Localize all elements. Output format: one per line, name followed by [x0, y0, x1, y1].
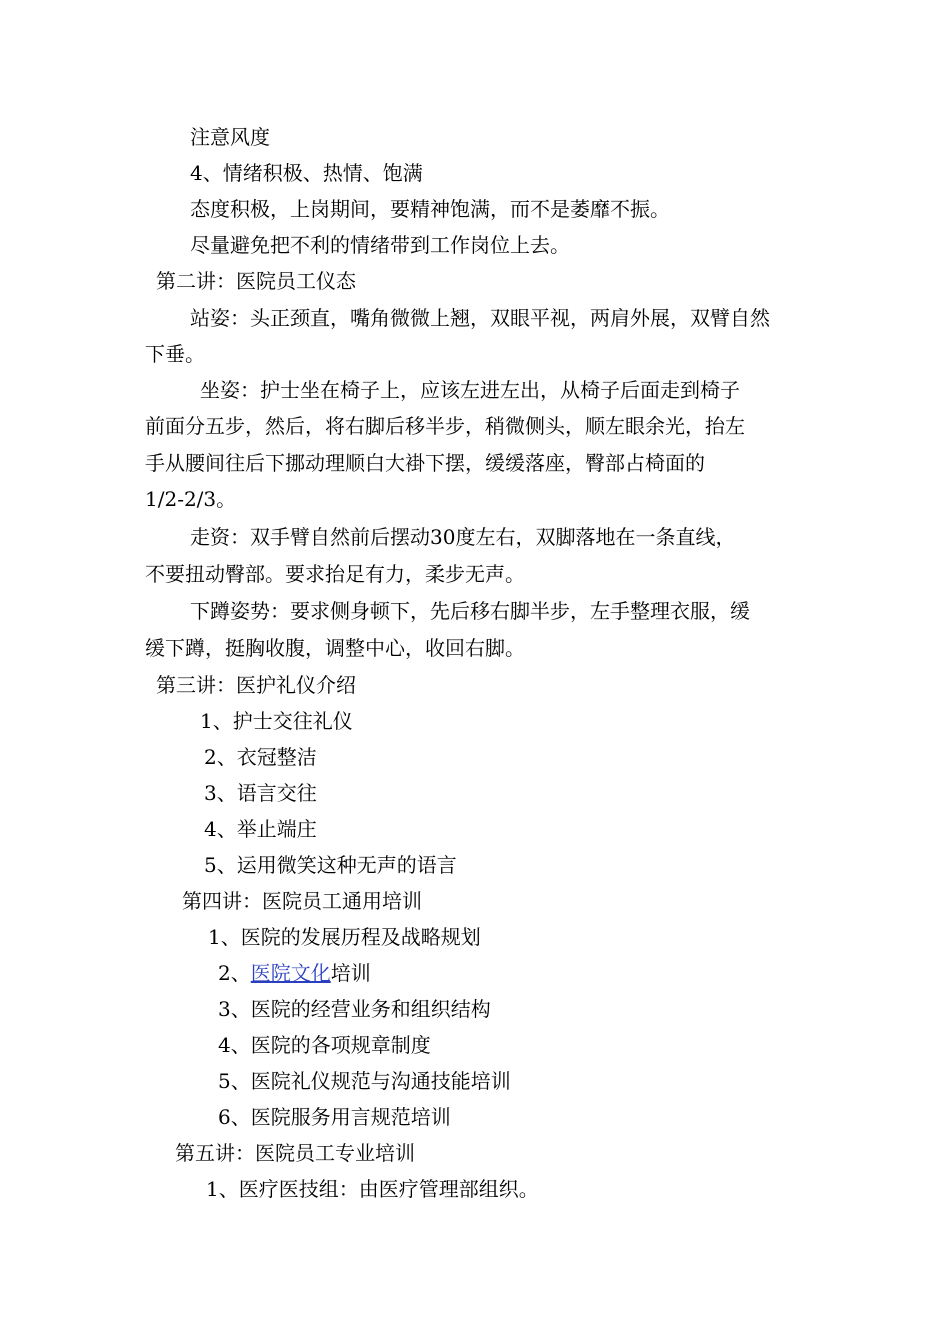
list-item: 6、医院服务用言规范培训 — [218, 1105, 451, 1129]
text-line: 下垂。 — [145, 342, 205, 366]
section-heading: 第二讲：医院员工仪态 — [156, 269, 356, 293]
section-heading: 第三讲：医护礼仪介绍 — [156, 673, 356, 697]
text-line: 下蹲姿势：要求侧身顿下，先后移右脚半步，左手整理衣服，缓 — [190, 599, 750, 623]
section-heading: 第五讲：医院员工专业培训 — [175, 1141, 415, 1165]
list-item: 5、运用微笑这种无声的语言 — [204, 853, 457, 877]
hospital-culture-link[interactable]: 医院文化 — [250, 961, 331, 985]
list-number: 2、 — [218, 961, 251, 985]
text-line: 坐姿：护士坐在椅子上，应该左进左出，从椅子后面走到椅子 — [200, 378, 740, 402]
text-line: 手从腰间往后下挪动理顺白大褂下摆，缓缓落座，臀部占椅面的 — [145, 451, 705, 475]
list-item: 5、医院礼仪规范与沟通技能培训 — [218, 1069, 511, 1093]
text-line: 前面分五步，然后，将右脚后移半步，稍微侧头，顺左眼余光，抬左 — [145, 414, 745, 438]
list-item: 1、医疗医技组：由医疗管理部组织。 — [206, 1177, 539, 1201]
text-line: 1/2-2/3。 — [145, 487, 237, 511]
text-line: 4、情绪积极、热情、饱满 — [190, 161, 423, 185]
list-item: 4、举止端庄 — [204, 817, 317, 841]
text-line: 缓下蹲，挺胸收腹，调整中心，收回右脚。 — [145, 636, 525, 660]
text-line: 站姿：头正颈直，嘴角微微上翘，双眼平视，两肩外展，双臂自然 — [190, 306, 770, 330]
text-line: 不要扭动臀部。要求抬足有力，柔步无声。 — [145, 562, 525, 586]
list-item: 4、医院的各项规章制度 — [218, 1033, 431, 1057]
text-line: 走资：双手臂自然前后摆动30度左右，双脚落地在一条直线， — [190, 525, 736, 549]
text-line: 尽量避免把不利的情绪带到工作岗位上去。 — [190, 233, 570, 257]
list-item: 3、医院的经营业务和组织结构 — [218, 997, 491, 1021]
text-line: 注意风度 — [190, 125, 270, 149]
list-item: 3、语言交往 — [204, 781, 317, 805]
list-item: 2、衣冠整洁 — [204, 745, 317, 769]
section-heading: 第四讲：医院员工通用培训 — [182, 889, 422, 913]
list-item: 1、医院的发展历程及战略规划 — [208, 925, 481, 949]
list-item — [218, 960, 371, 986]
text-line: 态度积极，上岗期间，要精神饱满，而不是萎靡不振。 — [190, 197, 670, 221]
list-item-suffix: 培训 — [330, 961, 371, 985]
list-item: 1、护士交往礼仪 — [200, 709, 353, 733]
